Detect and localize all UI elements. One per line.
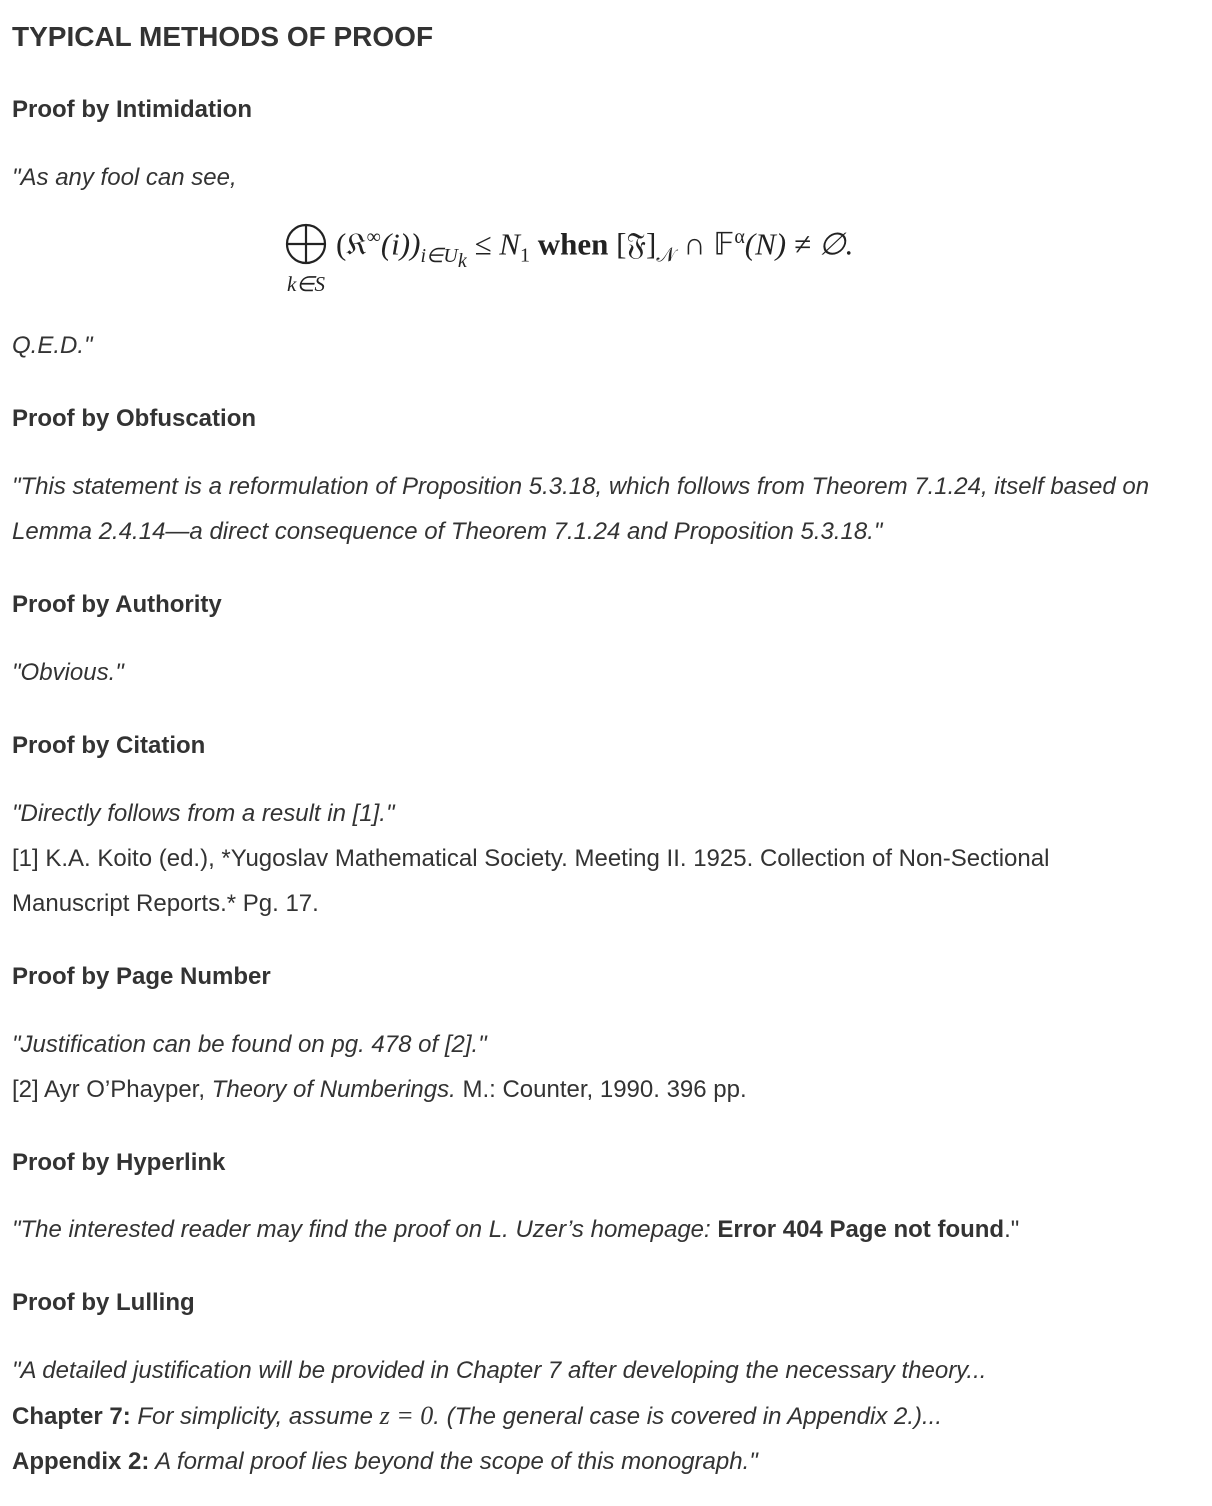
section-heading-obfuscation: Proof by Obfuscation bbox=[12, 405, 257, 432]
formula-rel: ≤ N bbox=[466, 226, 520, 262]
intimidation-outro: Q.E.D." bbox=[12, 332, 93, 359]
chapter-7-label: Chapter 7: bbox=[12, 1403, 131, 1430]
formula-lhs-sup: ∞ bbox=[366, 226, 381, 248]
section-heading-authority: Proof by Authority bbox=[12, 591, 222, 618]
page-number-reference bbox=[12, 1067, 747, 1112]
formula-rhs-c: (N) ≠ ∅. bbox=[744, 226, 854, 262]
authority-text: "Obvious." bbox=[12, 659, 124, 686]
lulling-line-3 bbox=[12, 1439, 758, 1484]
formula-rhs-b: ∩ 𝔽 bbox=[675, 226, 735, 262]
formula-lhs-sub: i∈U bbox=[420, 244, 458, 267]
hyperlink-end: ." bbox=[1004, 1216, 1020, 1243]
formula-rel-sub: 1 bbox=[519, 244, 530, 267]
hyperlink-italic: "The interested reader may find the proof on L. Uzer’s homepage: bbox=[12, 1216, 718, 1243]
section-heading-citation: Proof by Citation bbox=[12, 732, 206, 759]
formula-rhs-a-sub: 𝒩 bbox=[656, 244, 676, 267]
direct-sum-index: k∈S bbox=[286, 272, 326, 296]
direct-sum-symbol bbox=[284, 222, 328, 266]
lulling-line-2 bbox=[12, 1393, 942, 1439]
formula-lhs-subsub: k bbox=[457, 249, 467, 272]
reference-publisher: M.: Counter, 1990. 396 pp. bbox=[455, 1076, 747, 1103]
inline-math-z: z = 0 bbox=[379, 1401, 434, 1430]
intimidation-formula bbox=[284, 222, 924, 302]
citation-text: "Directly follows from a result in [1]." bbox=[12, 800, 395, 827]
section-heading-intimidation: Proof by Intimidation bbox=[12, 96, 252, 123]
chapter-7-text-a: For simplicity, assume bbox=[130, 1403, 380, 1430]
formula-rhs-a: [𝔉] bbox=[616, 226, 657, 262]
reference-title: Theory of Numberings. bbox=[211, 1076, 456, 1103]
formula-lhs-arg: (i)) bbox=[380, 226, 421, 262]
formula-rhs-b-sup: α bbox=[734, 226, 745, 248]
formula-expression bbox=[336, 226, 853, 273]
page-number-text: "Justification can be found on pg. 478 of [2]." bbox=[12, 1031, 487, 1058]
section-heading-page-number: Proof by Page Number bbox=[12, 963, 271, 990]
reference-author: [2] Ayr O’Phayper, bbox=[12, 1076, 212, 1103]
formula-when: when bbox=[529, 226, 617, 262]
formula-lhs: (𝔎 bbox=[336, 226, 367, 262]
page-title: TYPICAL METHODS OF PROOF bbox=[12, 21, 434, 52]
intimidation-intro: "As any fool can see, bbox=[12, 164, 237, 191]
section-heading-lulling: Proof by Lulling bbox=[12, 1289, 195, 1316]
appendix-2-text: A formal proof lies beyond the scope of this monograph." bbox=[149, 1448, 758, 1475]
chapter-7-text-b: . (The general case is covered in Appendix 2.)... bbox=[433, 1403, 943, 1430]
citation-reference: [1] K.A. Koito (ed.), *Yugoslav Mathematical Society. Meeting II. 1925. Collection of Non-Sectional Manuscript Reports.* Pg. 17. bbox=[12, 845, 1050, 917]
hyperlink-text bbox=[12, 1207, 1019, 1252]
appendix-2-label: Appendix 2: bbox=[12, 1448, 150, 1475]
obfuscation-text: "This statement is a reformulation of Proposition 5.3.18, which follows from Theorem 7.1.24, itself based on Lemma 2.4.14—a direct consequence of Theorem 7.1.24 and Proposition 5.3.18." bbox=[12, 473, 1150, 545]
error-404-text: Error 404 Page not found bbox=[717, 1216, 1005, 1243]
section-heading-hyperlink: Proof by Hyperlink bbox=[12, 1149, 226, 1176]
lulling-line-1: "A detailed justification will be provided in Chapter 7 after developing the necessary theory... bbox=[12, 1357, 987, 1384]
